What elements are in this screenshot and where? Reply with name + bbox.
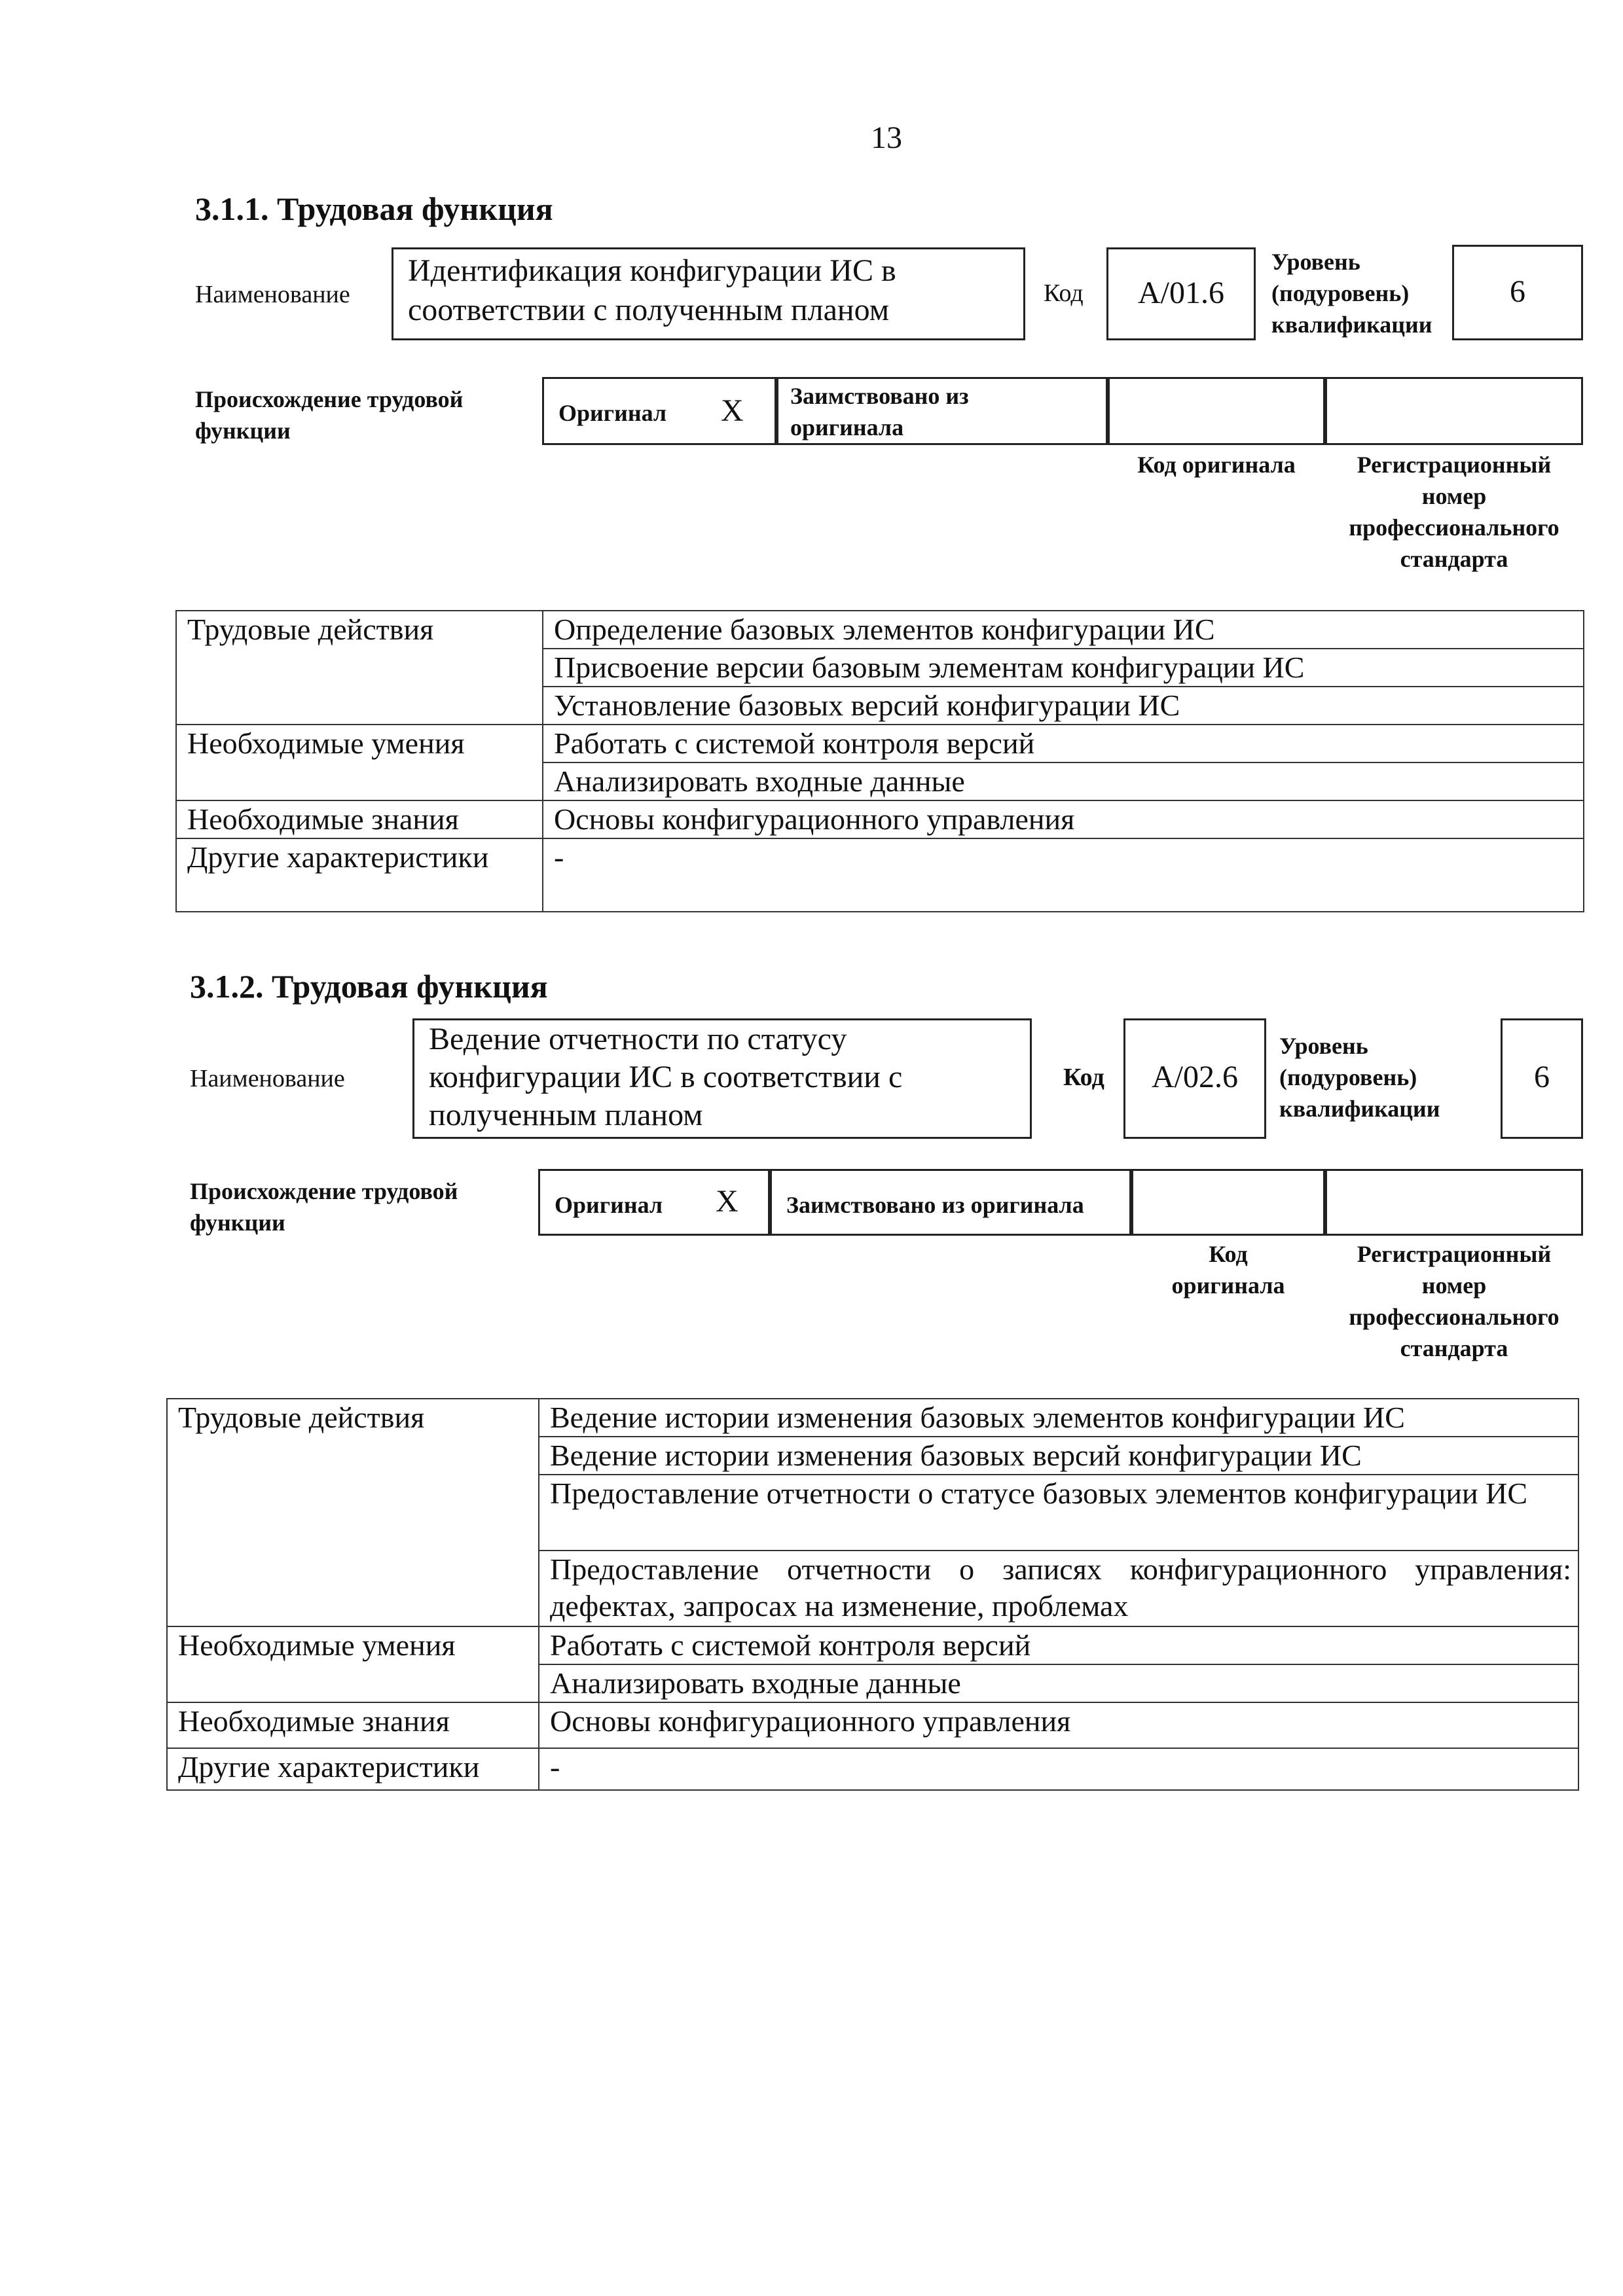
table-cell: -: [543, 838, 1584, 912]
function-table: [166, 1398, 1579, 1791]
name-line: Идентификация конфигурации ИС в: [408, 253, 896, 288]
level-label-line: квалификации: [1271, 312, 1432, 338]
name-box: [392, 247, 1025, 340]
table-cell: Анализировать входные данные: [539, 1664, 1578, 1702]
row-label-skills: Необходимые умения: [167, 1626, 539, 1702]
level-label-line: квалификации: [1279, 1096, 1440, 1122]
borrowed-label-line: Заимствовано из: [790, 383, 969, 409]
original-mark: X: [716, 1184, 739, 1219]
origin-label-line: функции: [195, 418, 291, 444]
code-value: A/02.6: [1152, 1060, 1238, 1094]
name-label: Наименование: [195, 281, 350, 308]
reg-number-box: [1325, 1169, 1583, 1236]
code-value: A/01.6: [1138, 276, 1224, 310]
table-cell: Установление базовых версий конфигурации ИС: [543, 687, 1584, 725]
row-label-knowledge: Необходимые знания: [167, 1702, 539, 1748]
section-heading: 3.1.1. Трудовая функция: [195, 190, 553, 227]
borrowed-box: [776, 377, 1108, 445]
level-box: [1452, 245, 1583, 340]
function-table: [175, 610, 1584, 912]
name-box: [412, 1018, 1032, 1139]
level-value: 6: [1534, 1060, 1550, 1094]
table-cell: Ведение истории изменения базовых версий конфигурации ИС: [539, 1437, 1578, 1475]
level-box: [1501, 1018, 1583, 1139]
row-label-other: Другие характеристики: [167, 1748, 539, 1790]
origin-label-line: Происхождение трудовой: [190, 1178, 458, 1204]
row-label-actions: Трудовые действия: [167, 1399, 539, 1626]
level-label-line: (подуровень): [1279, 1064, 1417, 1090]
table-cell: Предоставление отчетности о записях конфигурационного управления: дефектах, запросах на изменение, проблемах: [539, 1551, 1578, 1626]
row-label-actions: Трудовые действия: [176, 611, 543, 725]
level-value: 6: [1510, 274, 1525, 309]
orig-code-caption: Код оригинала: [1171, 1241, 1285, 1299]
original-code-box: [1131, 1169, 1325, 1236]
table-cell: Основы конфигурационного управления: [539, 1702, 1578, 1748]
original-box: [542, 377, 776, 445]
name-line: соответствии с полученным планом: [408, 293, 890, 327]
code-box: [1123, 1018, 1266, 1139]
level-label-line: (подуровень): [1271, 280, 1410, 306]
original-label: Оригинал: [555, 1192, 663, 1218]
orig-code-caption: Код оригинала: [1137, 452, 1296, 478]
row-label-knowledge: Необходимые знания: [176, 800, 543, 838]
reg-number-box: [1325, 377, 1583, 445]
reg-number-caption: Регистрационный номер профессионального стандарта: [1349, 452, 1559, 572]
code-box: [1106, 247, 1256, 340]
borrowed-label-line: оригинала: [790, 414, 904, 440]
borrowed-label-line: Заимствовано из оригинала: [786, 1192, 1084, 1218]
table-cell: Анализировать входные данные: [543, 762, 1584, 800]
row-label-skills: Необходимые умения: [176, 725, 543, 800]
code-label: Код: [1063, 1064, 1104, 1091]
table-cell: Работать с системой контроля версий: [539, 1626, 1578, 1664]
name-line: Ведение отчетности по статусу: [429, 1022, 847, 1056]
level-label-line: Уровень: [1279, 1033, 1368, 1059]
table-cell: Присвоение версии базовым элементам конфигурации ИС: [543, 649, 1584, 687]
origin-label-line: Происхождение трудовой: [195, 386, 464, 412]
name-label: Наименование: [190, 1065, 345, 1092]
name-line: полученным планом: [429, 1098, 703, 1132]
table-cell: Определение базовых элементов конфигурации ИС: [543, 611, 1584, 649]
level-label-line: Уровень: [1271, 249, 1360, 275]
origin-label-line: функции: [190, 1210, 285, 1236]
name-line: конфигурации ИС в соответствии с: [429, 1060, 903, 1094]
original-mark: X: [721, 393, 744, 428]
table-cell: Основы конфигурационного управления: [543, 800, 1584, 838]
table-cell: Предоставление отчетности о статусе базовых элементов конфигурации ИС: [539, 1475, 1578, 1551]
original-code-box: [1108, 377, 1325, 445]
original-box: [538, 1169, 770, 1236]
original-label: Оригинал: [558, 400, 667, 426]
page-number: 13: [871, 120, 902, 155]
row-label-other: Другие характеристики: [176, 838, 543, 912]
section-heading: 3.1.2. Трудовая функция: [190, 968, 548, 1005]
reg-number-caption: Регистрационный номер профессионального стандарта: [1349, 1241, 1559, 1361]
table-cell: -: [539, 1748, 1578, 1790]
table-cell: Работать с системой контроля версий: [543, 725, 1584, 762]
borrowed-box: [770, 1169, 1131, 1236]
table-cell: Ведение истории изменения базовых элементов конфигурации ИС: [539, 1399, 1578, 1437]
code-label: Код: [1044, 279, 1084, 307]
